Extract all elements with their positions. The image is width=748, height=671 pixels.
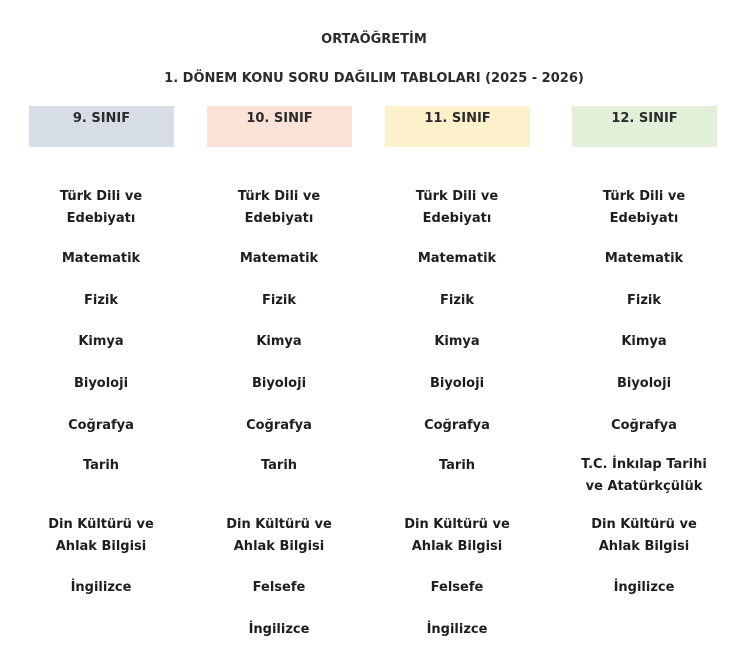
subject-item: Coğrafya xyxy=(424,418,490,433)
subject-item: Türk Dili ve Edebiyatı xyxy=(237,189,321,226)
subject-item: İngilizce xyxy=(426,622,488,637)
grade-header-2: 10. SINIF xyxy=(207,106,352,147)
subject-item: Türk Dili ve Edebiyatı xyxy=(415,189,499,226)
subject-item: Fizik xyxy=(439,293,474,308)
subject-item: Tarih xyxy=(438,458,476,473)
subject-item: Biyoloji xyxy=(251,376,307,391)
subject-item: Felsefe xyxy=(430,580,484,595)
subject-item: Biyoloji xyxy=(73,376,129,391)
subject-item: Kimya xyxy=(256,334,302,349)
subject-item: Fizik xyxy=(83,293,118,308)
subject-item: Din Kültürü ve Ahlak Bilgisi xyxy=(226,517,332,554)
subject-item: Tarih xyxy=(260,458,298,473)
subject-item: İngilizce xyxy=(70,580,132,595)
grade-header-4: 12. SINIF xyxy=(572,106,717,147)
grade-header-3: 11. SINIF xyxy=(385,106,530,147)
subject-item: Matematik xyxy=(239,251,319,266)
subject-item: Din Kültürü ve Ahlak Bilgisi xyxy=(591,517,697,554)
page-subtitle: 1. DÖNEM KONU SORU DAĞILIM TABLOLARI (2025 - 2026) xyxy=(164,71,584,86)
subject-item: İngilizce xyxy=(248,622,310,637)
subject-item: Matematik xyxy=(61,251,141,266)
subject-item: Matematik xyxy=(604,251,684,266)
subject-item: Türk Dili ve Edebiyatı xyxy=(602,189,686,226)
subject-item: Biyoloji xyxy=(429,376,485,391)
subject-item: Felsefe xyxy=(252,580,306,595)
subject-item: Biyoloji xyxy=(616,376,672,391)
subject-item: Matematik xyxy=(417,251,497,266)
subject-item: Kimya xyxy=(434,334,480,349)
subject-item: Din Kültürü ve Ahlak Bilgisi xyxy=(48,517,154,554)
subject-item: Coğrafya xyxy=(611,418,677,433)
subject-item: Coğrafya xyxy=(246,418,312,433)
subject-item: Din Kültürü ve Ahlak Bilgisi xyxy=(404,517,510,554)
subject-item: Coğrafya xyxy=(68,418,134,433)
subject-item: Kimya xyxy=(78,334,124,349)
subject-item: Fizik xyxy=(626,293,661,308)
subject-item: Kimya xyxy=(621,334,667,349)
subject-item: T.C. İnkılap Tarihi ve Atatürkçülük xyxy=(581,457,707,494)
subject-item: Türk Dili ve Edebiyatı xyxy=(59,189,143,226)
subject-item: İngilizce xyxy=(613,580,675,595)
subject-item: Fizik xyxy=(261,293,296,308)
grade-header-1: 9. SINIF xyxy=(29,106,174,147)
page-title: ORTAÖĞRETİM xyxy=(321,32,427,47)
subject-item: Tarih xyxy=(82,458,120,473)
